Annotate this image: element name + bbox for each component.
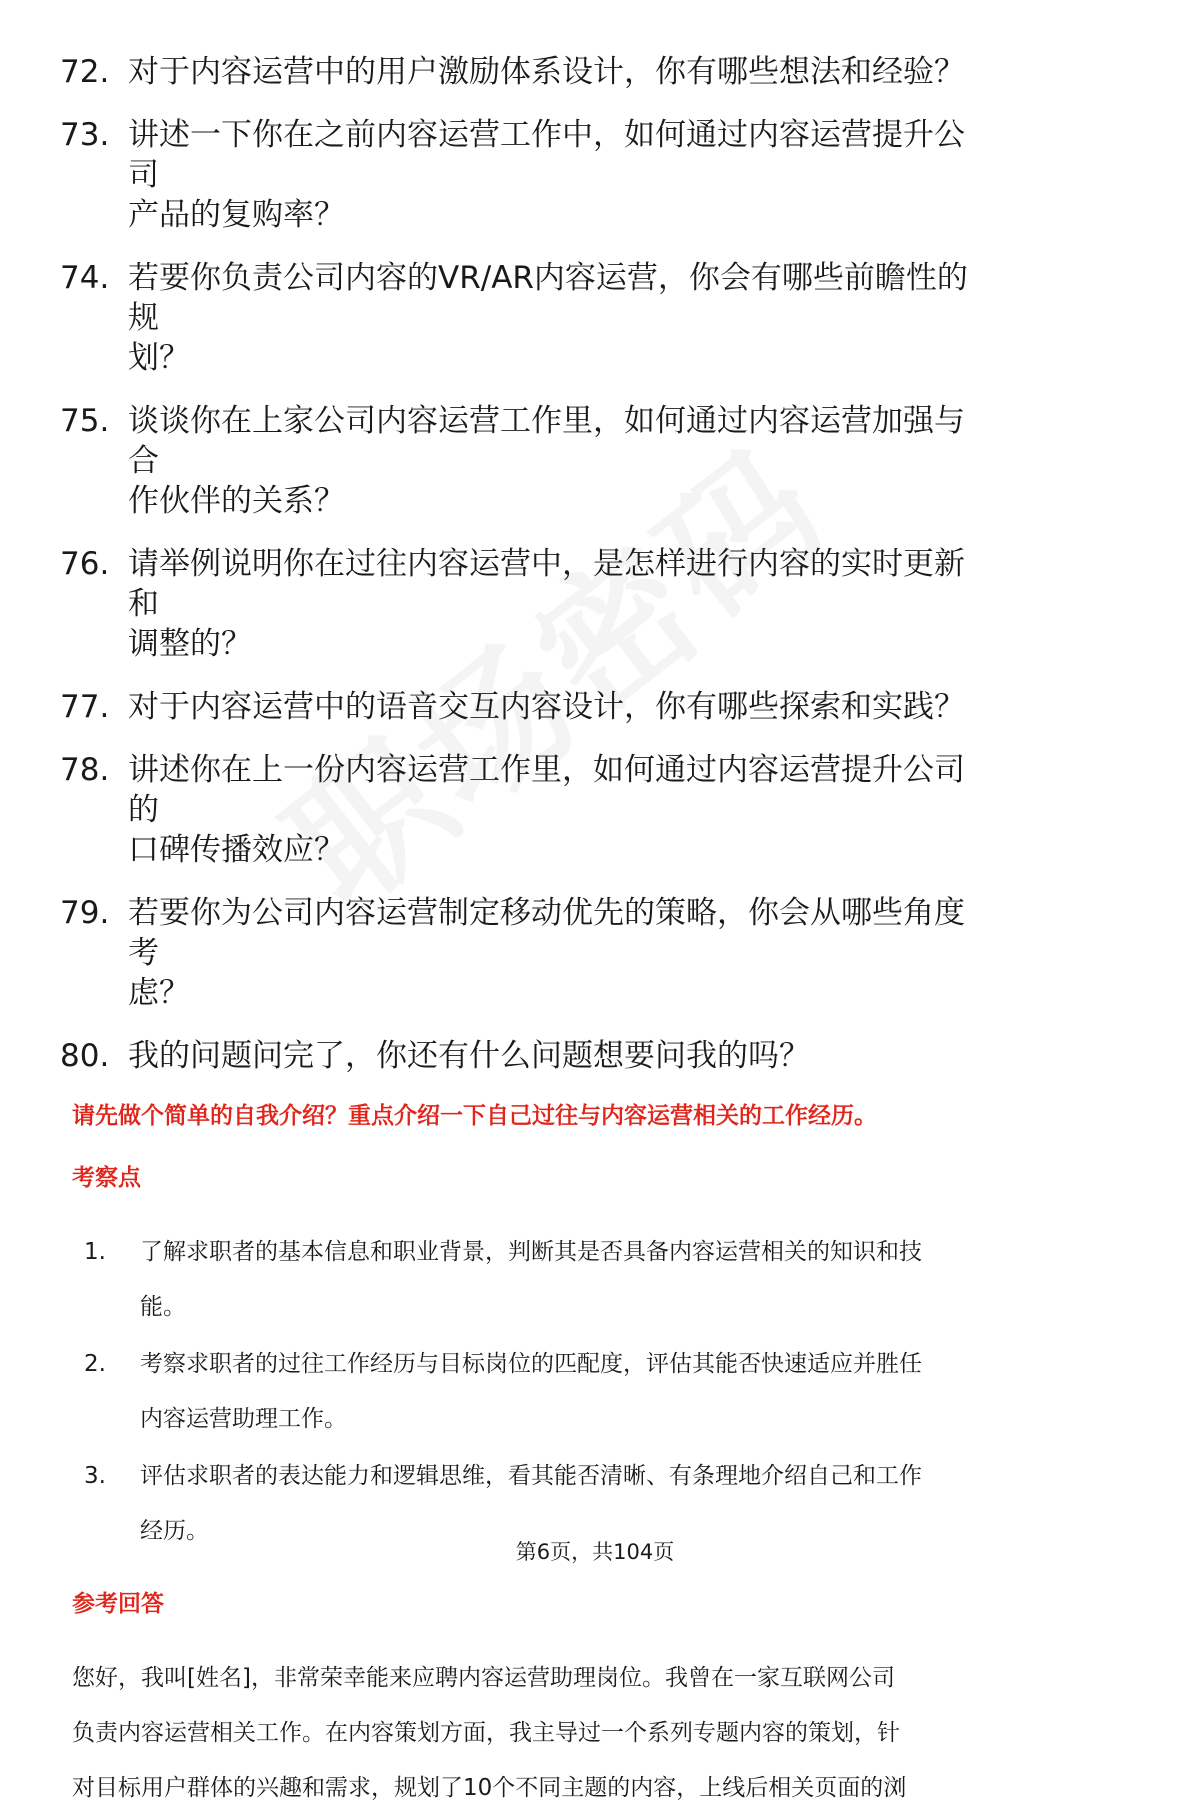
list-item [60, 750, 990, 870]
list-item [60, 1036, 990, 1076]
question-text [128, 1036, 990, 1076]
list-item [60, 893, 990, 1013]
question-line: 虑？ [128, 975, 190, 1011]
list-item [60, 1337, 990, 1447]
list-item [60, 401, 990, 521]
question-number: 79. [60, 895, 110, 931]
question-number: 80. [60, 1038, 110, 1074]
list-item [60, 687, 990, 727]
list-item [60, 544, 990, 664]
question-line: 对于内容运营中的语音交互内容设计，你有哪些探索和实践？ [128, 689, 965, 725]
point-number: 1. [84, 1239, 106, 1265]
list-item [60, 258, 990, 378]
answer-line: 对目标用户群体的兴趣和需求，规划了10个不同主题的内容，上线后相关页面的浏 [72, 1775, 907, 1801]
question-text [128, 401, 990, 521]
point-number: 3. [84, 1463, 106, 1489]
point-text [140, 1225, 990, 1335]
kaocha-heading: 考察点 [72, 1165, 141, 1191]
list-item [60, 115, 990, 235]
point-number: 2. [84, 1351, 106, 1377]
question-text [128, 893, 990, 1013]
question-number: 73. [60, 117, 110, 153]
point-line: 内容运营助理工作。 [140, 1406, 347, 1432]
point-text [140, 1337, 990, 1447]
question-line: 讲述一下你在之前内容运营工作中，如何通过内容运营提升公司 [128, 117, 965, 193]
section-question-title: 请先做个简单的自我介绍？重点介绍一下自己过往与内容运营相关的工作经历。 [72, 1103, 877, 1129]
answer-line: 负责内容运营相关工作。在内容策划方面，我主导过一个系列专题内容的策划，针 [72, 1720, 900, 1746]
answer-heading: 参考回答 [72, 1591, 164, 1617]
question-text [128, 687, 990, 727]
question-number: 77. [60, 689, 110, 725]
question-number: 75. [60, 403, 110, 439]
question-line: 产品的复购率？ [128, 197, 345, 233]
question-line: 请举例说明你在过往内容运营中，是怎样进行内容的实时更新和 [128, 546, 965, 622]
kaocha-point-list [60, 1225, 990, 1559]
list-item [60, 1225, 990, 1335]
question-line: 对于内容运营中的用户激励体系设计，你有哪些想法和经验？ [128, 54, 965, 90]
question-line: 谈谈你在上家公司内容运营工作里，如何通过内容运营加强与合 [128, 403, 965, 479]
question-text [128, 258, 990, 378]
question-line: 讲述你在上一份内容运营工作里，如何通过内容运营提升公司的 [128, 752, 965, 828]
point-line: 能。 [140, 1294, 186, 1320]
question-number: 74. [60, 260, 110, 296]
question-text [128, 750, 990, 870]
question-text [128, 115, 990, 235]
question-line: 若要你负责公司内容的VR/AR内容运营，你会有哪些前瞻性的规 [128, 260, 968, 336]
point-line: 考察求职者的过往工作经历与目标岗位的匹配度，评估其能否快速适应并胜任 [140, 1351, 922, 1377]
question-number: 78. [60, 752, 110, 788]
point-line: 了解求职者的基本信息和职业背景，判断其是否具备内容运营相关的知识和技 [140, 1239, 922, 1265]
point-line: 经历。 [140, 1518, 209, 1544]
question-number: 76. [60, 546, 110, 582]
question-number: 72. [60, 54, 110, 90]
question-text [128, 544, 990, 664]
question-line: 我的问题问完了，你还有什么问题想要问我的吗？ [128, 1038, 810, 1074]
question-line: 调整的？ [128, 626, 252, 662]
question-line: 作伙伴的关系？ [128, 483, 345, 519]
list-item [60, 52, 990, 92]
answer-line: 您好，我叫[姓名]，非常荣幸能来应聘内容运营助理岗位。我曾在一家互联网公司 [72, 1665, 895, 1691]
page-number-footer: 第6页，共104页 [515, 1540, 675, 1564]
question-line: 若要你为公司内容运营制定移动优先的策略，你会从哪些角度考 [128, 895, 965, 971]
question-list [60, 52, 990, 1076]
answer-paragraph [60, 1651, 990, 1816]
question-text [128, 52, 990, 92]
question-line: 划？ [128, 340, 190, 376]
question-line: 口碑传播效应？ [128, 832, 345, 868]
point-line: 评估求职者的表达能力和逻辑思维，看其能否清晰、有条理地介绍自己和工作 [140, 1463, 922, 1489]
